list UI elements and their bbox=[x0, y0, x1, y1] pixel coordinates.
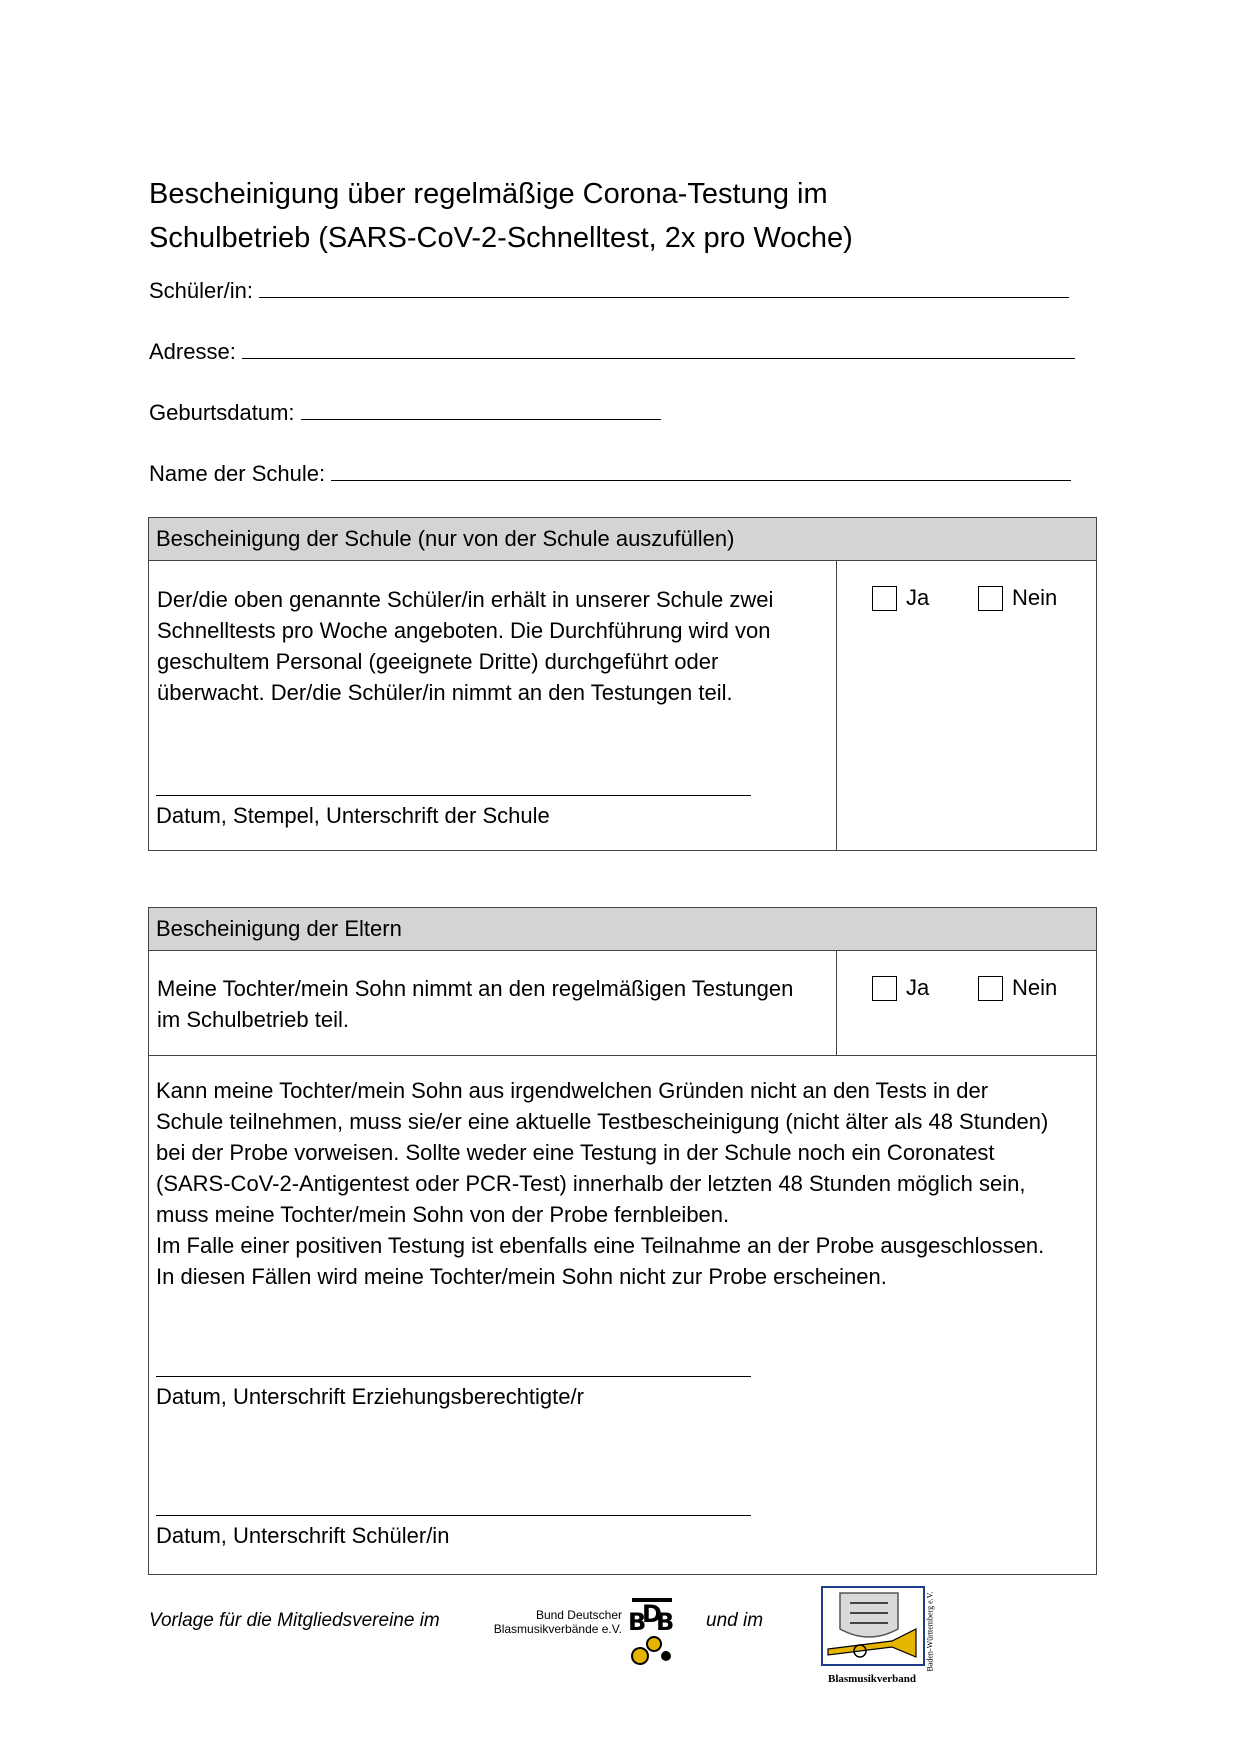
parents-box-right bbox=[837, 951, 1096, 1055]
bw-blasmusikverband-logo bbox=[820, 1585, 940, 1690]
school-text-line: Der/die oben genannte Schüler/in erhält in unserer Schule zwei bbox=[157, 587, 774, 612]
document-title bbox=[149, 172, 1149, 260]
school-box-header: Bescheinigung der Schule (nur von der Schule auszufüllen) bbox=[149, 518, 1096, 561]
school-yes-option[interactable] bbox=[872, 585, 929, 611]
school-certification-box bbox=[148, 517, 1097, 851]
parents-yes-option[interactable] bbox=[872, 975, 929, 1001]
bw-label: Blasmusikverband bbox=[827, 1673, 917, 1685]
parents-no-checkbox[interactable] bbox=[978, 976, 1003, 1001]
info-line: Im Falle einer positiven Testung ist ebenfalls eine Teilnahme an der Probe ausgeschlossen. bbox=[156, 1233, 1045, 1258]
parents-certification-box bbox=[148, 907, 1097, 1575]
field-schule bbox=[149, 458, 1071, 489]
parents-yes-label: Ja bbox=[906, 975, 930, 1000]
field-adresse bbox=[149, 336, 1075, 367]
info-line: Schule teilnehmen, muss sie/er eine aktuelle Testbescheinigung (nicht älter als 48 Stunden) bbox=[156, 1109, 1049, 1134]
info-line: Kann meine Tochter/mein Sohn aus irgendwelchen Gründen nicht an den Tests in der bbox=[156, 1078, 989, 1103]
info-line: bei der Probe vorweisen. Sollte weder eine Testung in der Schule noch ein Coronatest bbox=[156, 1140, 995, 1165]
parents-no-option[interactable] bbox=[978, 975, 1057, 1001]
footer-text-2: und im bbox=[706, 1610, 764, 1631]
bdb-name-line-2: Blasmusikverbände e.V. bbox=[493, 1622, 622, 1636]
school-box-text bbox=[157, 561, 828, 708]
bdb-logo-icon bbox=[626, 1596, 678, 1668]
field-adresse-label: Adresse: bbox=[149, 339, 236, 364]
school-no-checkbox[interactable] bbox=[978, 586, 1003, 611]
field-geburtsdatum bbox=[149, 397, 661, 428]
parent-signature-line[interactable] bbox=[156, 1376, 751, 1377]
school-text-line: Schnelltests pro Woche angeboten. Die Durchführung wird von bbox=[157, 618, 771, 643]
svg-text:B: B bbox=[656, 1608, 675, 1636]
bdb-name-line-1: Bund Deutscher bbox=[535, 1608, 622, 1622]
parents-box-text bbox=[157, 951, 828, 1035]
title-line-2: Schulbetrieb (SARS-CoV-2-Schnelltest, 2x pro Woche) bbox=[149, 222, 853, 254]
school-box-left bbox=[149, 561, 837, 850]
field-geburtsdatum-label: Geburtsdatum: bbox=[149, 400, 295, 425]
title-line-1: Bescheinigung über regelmäßige Corona-Testung im bbox=[149, 178, 828, 210]
school-no-option[interactable] bbox=[978, 585, 1057, 611]
field-adresse-line[interactable] bbox=[242, 336, 1075, 359]
parents-text-line: im Schulbetrieb teil. bbox=[157, 1007, 349, 1032]
parents-no-label: Nein bbox=[1012, 975, 1058, 1000]
parents-text-line: Meine Tochter/mein Sohn nimmt an den regelmäßigen Testungen bbox=[157, 976, 794, 1001]
student-signature-line[interactable] bbox=[156, 1515, 751, 1516]
bdb-name bbox=[470, 1608, 622, 1636]
field-geburtsdatum-line[interactable] bbox=[301, 397, 661, 420]
school-no-label: Nein bbox=[1012, 585, 1058, 610]
bw-side-label: Baden-Württemberg e.V. bbox=[925, 1591, 935, 1672]
school-yes-label: Ja bbox=[906, 585, 930, 610]
footer-text-1: Vorlage für die Mitgliedsvereine im bbox=[149, 1610, 440, 1631]
field-schule-line[interactable] bbox=[331, 458, 1071, 481]
school-text-line: überwacht. Der/die Schüler/in nimmt an den Testungen teil. bbox=[157, 680, 733, 705]
svg-text:D: D bbox=[642, 1600, 662, 1628]
parents-info-section bbox=[149, 1056, 1096, 1574]
field-schueler-label: Schüler/in: bbox=[149, 278, 253, 303]
school-yes-checkbox[interactable] bbox=[872, 586, 897, 611]
field-schueler bbox=[149, 275, 1069, 306]
parents-box-left bbox=[149, 951, 837, 1055]
svg-text:B: B bbox=[628, 1608, 647, 1636]
trumpet-crest-icon bbox=[820, 1585, 940, 1675]
info-line: (SARS-CoV-2-Antigentest oder PCR-Test) innerhalb der letzten 48 Stunden möglich sein, bbox=[156, 1171, 1026, 1196]
parent-signature-label: Datum, Unterschrift Erziehungsberechtigte/r bbox=[156, 1384, 584, 1409]
school-signature-label: Datum, Stempel, Unterschrift der Schule bbox=[156, 803, 550, 828]
school-signature-line[interactable] bbox=[156, 795, 751, 796]
parents-yes-checkbox[interactable] bbox=[872, 976, 897, 1001]
info-line: In diesen Fällen wird meine Tochter/mein Sohn nicht zur Probe erscheinen. bbox=[156, 1264, 887, 1289]
parents-box-header: Bescheinigung der Eltern bbox=[149, 908, 1096, 951]
school-box-right bbox=[837, 561, 1096, 850]
parents-info-text bbox=[149, 1056, 1096, 1292]
student-signature-label: Datum, Unterschrift Schüler/in bbox=[156, 1523, 450, 1548]
info-line: muss meine Tochter/mein Sohn von der Probe fernbleiben. bbox=[156, 1202, 730, 1227]
field-schule-label: Name der Schule: bbox=[149, 461, 326, 486]
field-schueler-line[interactable] bbox=[259, 275, 1069, 298]
school-text-line: geschultem Personal (geeignete Dritte) durchgeführt oder bbox=[157, 649, 719, 674]
